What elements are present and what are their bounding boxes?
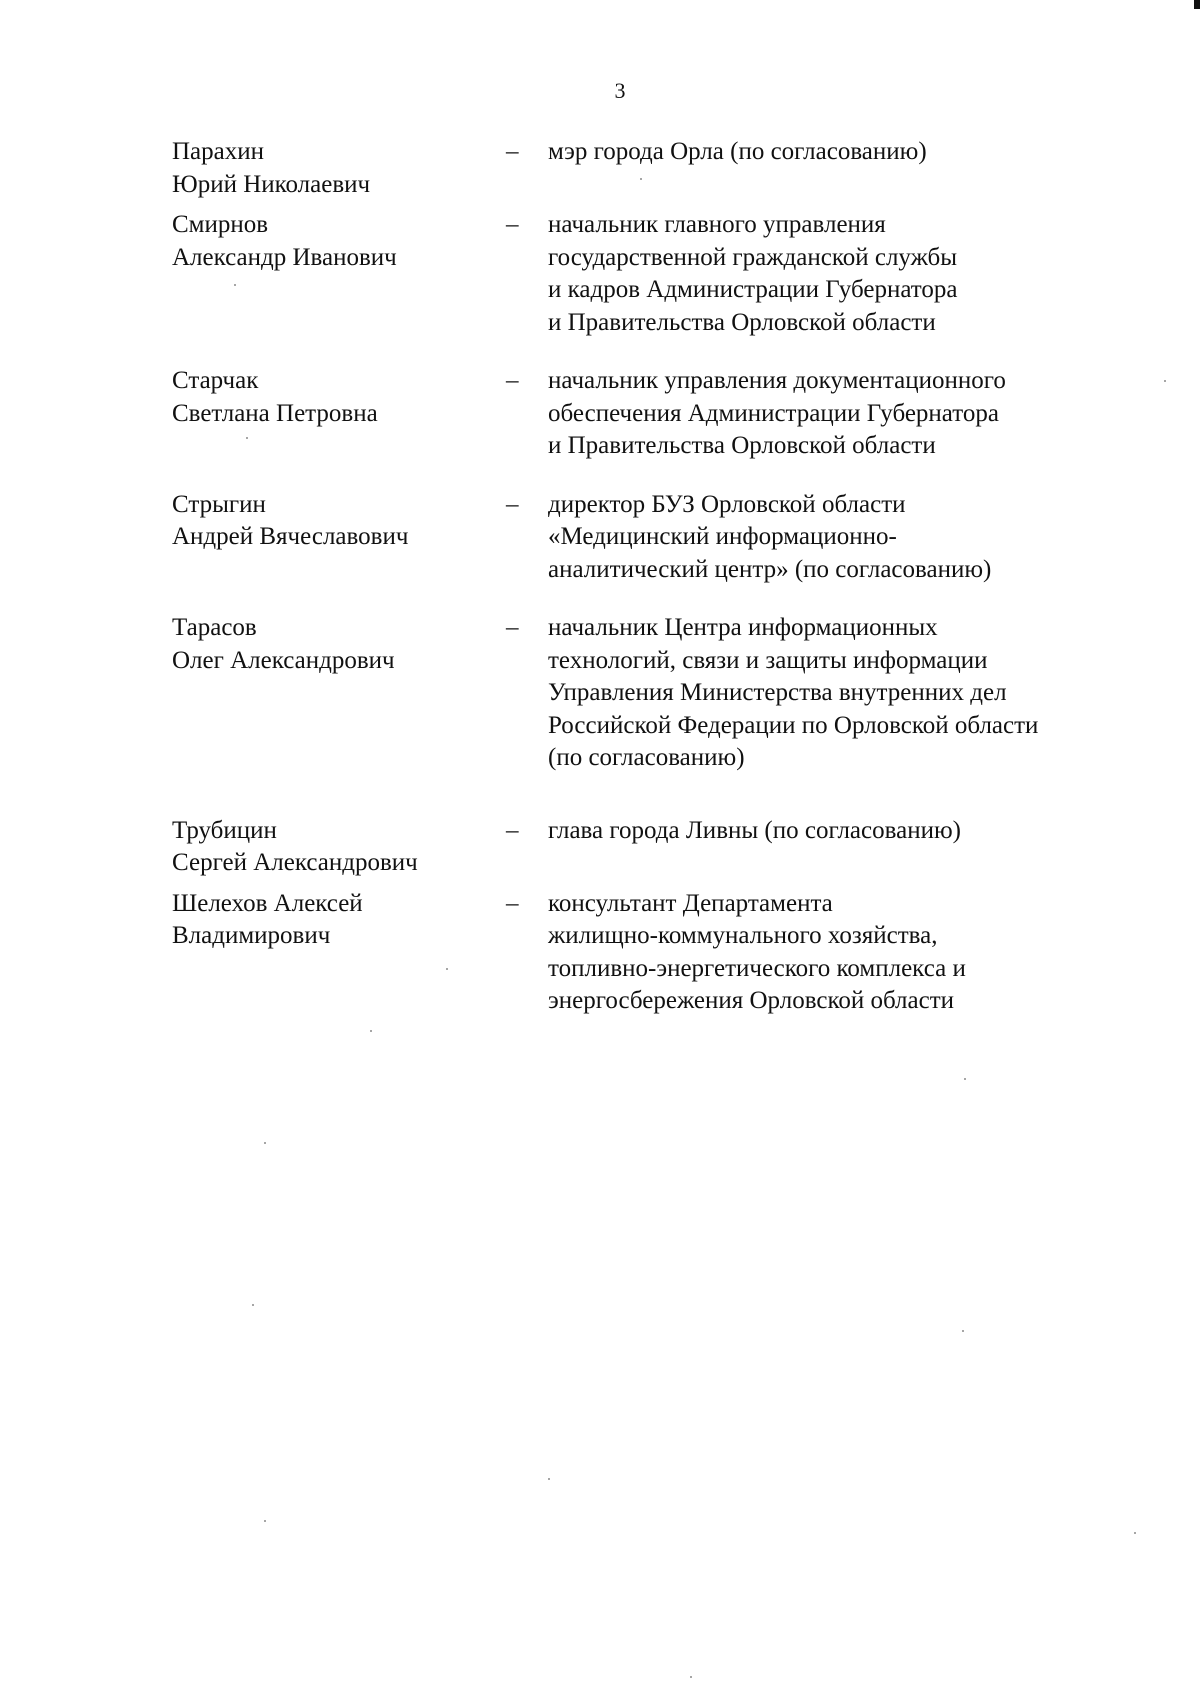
member-position	[548, 489, 1132, 587]
scan-speck	[1164, 380, 1166, 382]
position-line: технологий, связи и защиты информации	[548, 646, 988, 674]
member-position	[548, 612, 1132, 775]
member-surname: Шелехов Алексей	[172, 889, 363, 917]
position-line: мэр города Орла (по согласованию)	[548, 138, 927, 165]
member-name	[172, 888, 506, 1018]
list-item	[172, 815, 1132, 880]
list-item	[172, 365, 1132, 463]
member-name	[172, 136, 506, 201]
member-list	[172, 136, 1132, 1026]
member-given-names: Олег Александрович	[172, 646, 395, 674]
member-name	[172, 365, 506, 463]
position-line: и Правительства Орловской области	[548, 308, 936, 336]
member-name	[172, 489, 506, 587]
position-line: Управления Министерства внутренних дел	[548, 679, 1007, 706]
scan-speck	[370, 1030, 372, 1032]
position-line: консультант Департамента	[548, 889, 833, 917]
member-surname: Смирнов	[172, 211, 269, 238]
position-line: жилищно-коммунального хозяйства,	[548, 922, 938, 949]
dash-separator: –	[506, 367, 519, 394]
position-line: обеспечения Администрации Губернатора	[548, 399, 999, 427]
dash-separator: –	[506, 816, 519, 844]
position-line: и Правительства Орловской области	[548, 432, 936, 459]
member-position	[548, 365, 1132, 463]
position-line: Российской Федерации по Орловской области	[548, 711, 1039, 739]
member-surname: Старчак	[172, 367, 259, 394]
member-position	[548, 815, 1132, 880]
scan-speck	[640, 178, 642, 180]
dash-separator: –	[506, 211, 519, 238]
scan-speck	[446, 968, 448, 970]
member-position	[548, 888, 1132, 1018]
position-line: глава города Ливны (по согласованию)	[548, 816, 961, 844]
scan-speck	[690, 1676, 692, 1678]
member-surname: Тарасов	[172, 614, 257, 641]
position-line: аналитический центр» (по согласованию)	[548, 555, 992, 583]
member-given-names: Светлана Петровна	[172, 399, 378, 427]
member-name	[172, 612, 506, 775]
member-name	[172, 209, 506, 339]
position-line: государственной гражданской службы	[548, 243, 958, 271]
position-line: и кадров Администрации Губернатора	[548, 276, 958, 303]
page-number: 3	[614, 78, 626, 103]
member-surname: Стрыгин	[172, 490, 266, 518]
scan-speck	[264, 1520, 266, 1522]
position-line: начальник главного управления	[548, 211, 886, 238]
dash-separator: –	[506, 138, 519, 165]
member-name	[172, 815, 506, 880]
scan-speck	[962, 1330, 964, 1332]
dash-separator: –	[506, 490, 519, 518]
member-surname: Парахин	[172, 138, 265, 165]
scan-speck	[234, 284, 236, 286]
position-line: (по согласованию)	[548, 744, 745, 771]
scan-speck	[548, 1478, 550, 1480]
member-surname: Трубицин	[172, 816, 277, 844]
scan-corner-mark	[1194, 0, 1200, 9]
position-line: энергосбережения Орловской области	[548, 987, 955, 1014]
scan-speck	[1134, 1532, 1136, 1534]
member-position	[548, 136, 1132, 201]
scan-speck	[252, 1304, 254, 1306]
member-given-names: Сергей Александрович	[172, 849, 418, 876]
member-given-names: Андрей Вячеславович	[172, 523, 409, 550]
position-line: «Медицинский информационно-	[548, 523, 897, 550]
scan-speck	[964, 1078, 966, 1080]
member-given-names: Юрий Николаевич	[172, 170, 371, 198]
list-item	[172, 136, 1132, 201]
member-position	[548, 209, 1132, 339]
member-given-names: Александр Иванович	[172, 243, 397, 271]
list-item	[172, 489, 1132, 587]
dash-separator: –	[506, 889, 519, 917]
list-item	[172, 612, 1132, 775]
list-item	[172, 209, 1132, 339]
position-line: начальник управления документационного	[548, 367, 1006, 394]
member-given-names: Владимирович	[172, 922, 331, 949]
dash-separator: –	[506, 614, 519, 641]
scan-speck	[246, 437, 248, 439]
position-line: начальник Центра информационных	[548, 614, 938, 641]
scan-speck	[264, 1142, 266, 1144]
position-line: директор БУЗ Орловской области	[548, 490, 906, 518]
list-item	[172, 888, 1132, 1018]
position-line: топливно-энергетического комплекса и	[548, 954, 966, 982]
